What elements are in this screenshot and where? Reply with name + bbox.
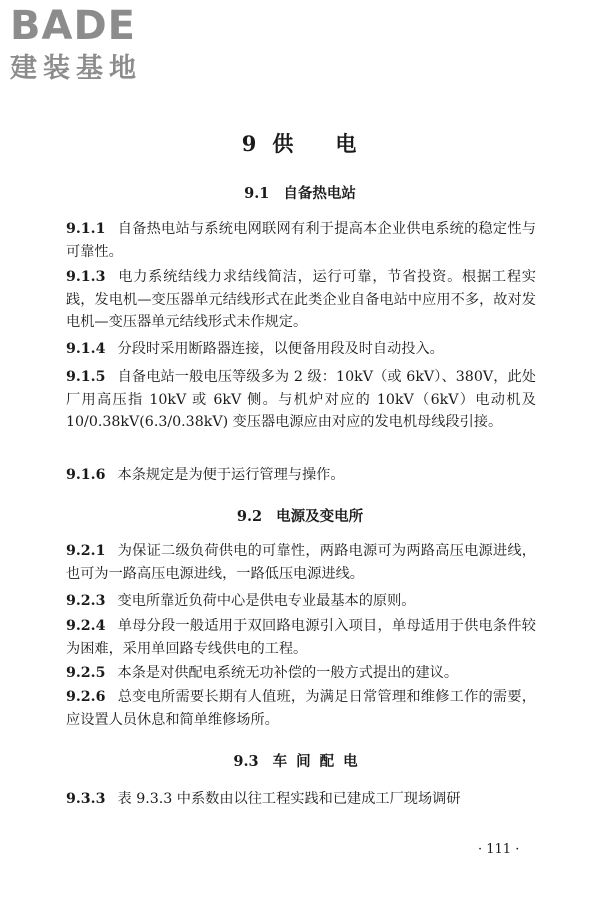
chapter-title <box>0 128 600 158</box>
clause-text: 本条规定是为便于运行管理与操作。 <box>117 467 345 483</box>
clause-text: 变电所靠近负荷中心是供电专业最基本的原则。 <box>117 593 416 609</box>
logo-wordmark: BADE <box>10 3 136 49</box>
section-number: 9.2 <box>236 508 263 525</box>
clause-number: 9.2.1 <box>66 543 106 559</box>
clause-9-1-1 <box>66 218 536 263</box>
clause-text: 本条是对供配电系统无功补偿的一般方式提出的建议。 <box>117 665 459 681</box>
clause-text: 自备热电站与系统电网联网有利于提高本企业供电系统的稳定性与可靠性。 <box>66 221 536 260</box>
clause-9-3-3 <box>66 788 536 811</box>
clause-text: 为保证二级负荷供电的可靠性，两路电源可为两路高压电源进线，也可为一路高压电源进线，一路低压电源进线。 <box>66 543 536 582</box>
clause-number: 9.1.3 <box>66 269 106 285</box>
clause-9-2-4 <box>66 615 536 660</box>
page-number: · 111 · <box>478 842 520 857</box>
clause-number: 9.2.5 <box>66 665 106 681</box>
logo-subtitle: 建装基地 <box>10 53 142 84</box>
publisher-logo <box>10 4 180 90</box>
section-heading-9-3 <box>0 750 600 771</box>
clause-9-1-5 <box>66 366 536 434</box>
section-title: 自备热电站 <box>283 185 356 202</box>
clause-text: 总变电所需要长期有人值班，为满足日常管理和维修工作的需要，应设置人员休息和简单维修场所。 <box>66 689 536 728</box>
clause-number: 9.2.6 <box>66 689 106 705</box>
clause-9-2-3 <box>66 590 536 613</box>
clause-number: 9.1.1 <box>66 221 106 237</box>
chapter-number: 9 <box>241 131 259 156</box>
clause-number: 9.2.3 <box>66 593 106 609</box>
section-number: 9.3 <box>233 753 259 770</box>
clause-text: 单母分段一般适用于双回路电源引入项目，单母适用于供电条件较为困难，采用单回路专线供电的工程。 <box>66 618 536 657</box>
clause-9-2-6 <box>66 686 536 731</box>
clause-number: 9.1.6 <box>66 467 106 483</box>
clause-9-1-4 <box>66 338 536 361</box>
chapter-title-char-2: 电 <box>335 131 359 156</box>
clause-9-2-1 <box>66 540 536 585</box>
clause-9-2-5 <box>66 662 536 685</box>
clause-text: 表 9.3.3 中系数由以往工程实践和已建成工厂现场调研 <box>117 791 461 807</box>
clause-text: 自备电站一般电压等级多为 2 级：10kV（或 6kV）、380V，此处厂用高压指 10kV 或 6kV 侧。与机炉对应的 10kV（6kV）电动机及 10/0.38kV(6.3/0.38kV) 变压器电源应由对应的发电机母线段引接。 <box>66 369 536 431</box>
clause-number: 9.1.5 <box>66 369 106 385</box>
clause-text: 电力系统结线力求结线简洁，运行可靠，节省投资。根据工程实践，发电机—变压器单元结线形式在此类企业自备电站中应用不多，故对发电机—变压器单元结线形式未作规定。 <box>66 269 536 331</box>
clause-text: 分段时采用断路器连接，以便备用段及时自动投入。 <box>117 341 444 357</box>
section-number: 9.1 <box>244 185 270 202</box>
clause-9-1-3 <box>66 266 536 334</box>
clause-9-1-6 <box>66 464 536 487</box>
section-title: 电源及变电所 <box>276 508 364 525</box>
clause-number: 9.1.4 <box>66 341 106 357</box>
clause-number: 9.2.4 <box>66 618 106 634</box>
chapter-title-char-1: 供 <box>272 131 296 156</box>
section-heading-9-2 <box>0 505 600 526</box>
clause-number: 9.3.3 <box>66 791 106 807</box>
section-heading-9-1 <box>0 182 600 203</box>
section-title: 车间配电 <box>272 753 367 770</box>
